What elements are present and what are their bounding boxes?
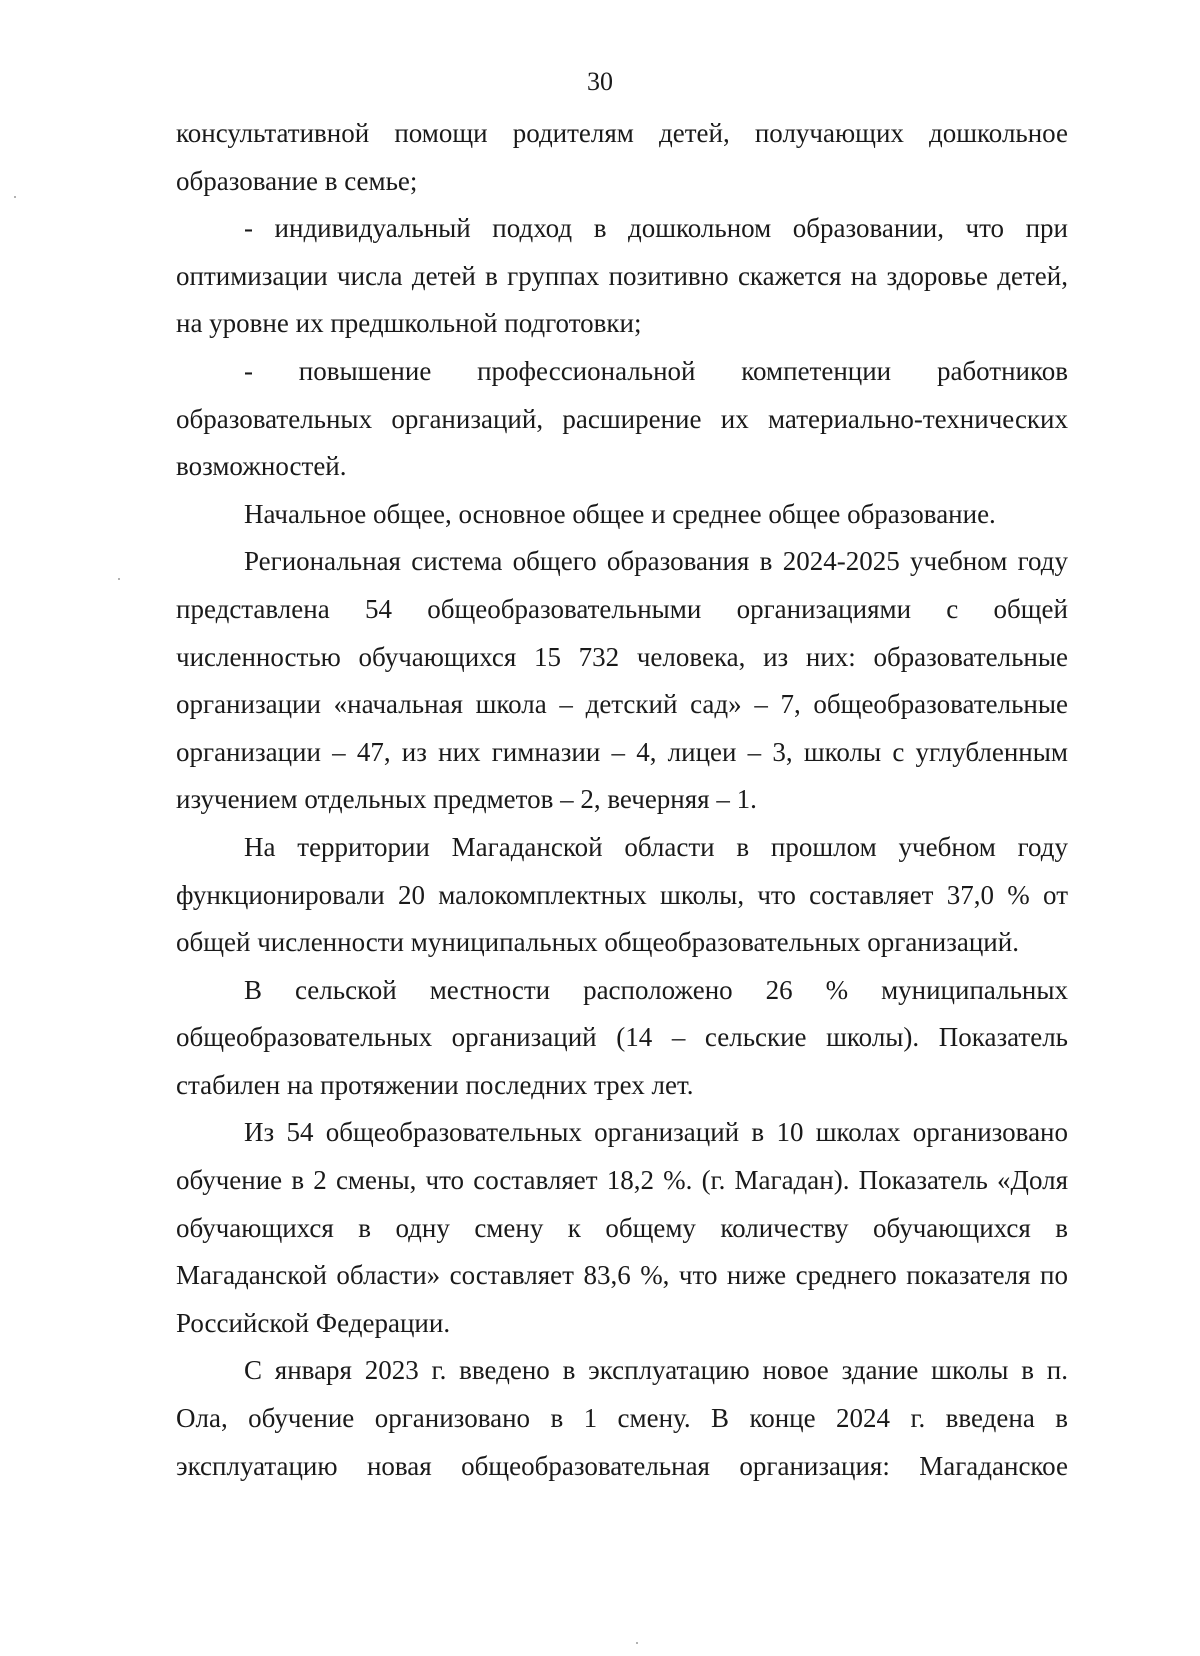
text-line: - повышение профессиональной компетенции работников	[244, 355, 1068, 386]
text-line: эксплуатацию новая общеобразовательная организация: Магаданское	[176, 1450, 1068, 1481]
text-line: обучающихся в одну смену к общему количеству обучающихся в	[176, 1212, 1068, 1243]
text-line: Региональная система общего образования в 2024-2025 учебном году	[244, 546, 1068, 577]
page-number: 30	[587, 67, 613, 96]
text-line: На территории Магаданской области в прошлом учебном году	[244, 831, 1068, 862]
body-text	[176, 110, 1068, 1490]
text-line: на уровне их предшкольной подготовки;	[176, 308, 642, 339]
text-line: функционировали 20 малокомплектных школы, что составляет 37,0 % от	[176, 879, 1068, 910]
scan-speck	[118, 578, 120, 580]
text-line: образовательных организаций, расширение их материально-технических	[176, 403, 1068, 434]
text-line: Из 54 общеобразовательных организаций в 10 школах организовано	[244, 1117, 1068, 1148]
text-line: представлена 54 общеобразовательными организациями с общей	[176, 593, 1068, 624]
text-line: С января 2023 г. введено в эксплуатацию новое здание школы в п.	[244, 1355, 1068, 1386]
text-line: консультативной помощи родителям детей, получающих дошкольное	[176, 118, 1068, 148]
text-line: возможностей.	[176, 451, 347, 482]
text-line: организации – 47, из них гимназии – 4, лицеи – 3, школы с углубленным	[176, 736, 1068, 767]
text-line: численностью обучающихся 15 732 человека, из них: образовательные	[176, 641, 1068, 672]
text-line: общей численности муниципальных общеобразовательных организаций.	[176, 927, 1019, 958]
text-line: Магаданской области» составляет 83,6 %, что ниже среднего показателя по	[176, 1260, 1068, 1291]
text-line: В сельской местности расположено 26 % муниципальных	[244, 974, 1068, 1005]
scan-speck	[636, 1642, 638, 1644]
text-line: обучение в 2 смены, что составляет 18,2 %. (г. Магадан). Показатель «Доля	[176, 1165, 1068, 1196]
text-line: образование в семье;	[176, 165, 418, 196]
text-line: Российской Федерации.	[176, 1307, 451, 1338]
text-line: изучением отдельных предметов – 2, вечерняя – 1.	[176, 784, 757, 815]
scan-speck	[14, 196, 16, 198]
text-line: стабилен на протяжении последних трех лет.	[176, 1069, 694, 1100]
text-line: оптимизации числа детей в группах позитивно скажется на здоровье детей,	[176, 260, 1068, 291]
text-line: Начальное общее, основное общее и среднее общее образование.	[244, 498, 996, 529]
text-line: организации «начальная школа – детский сад» – 7, общеобразовательные	[176, 689, 1068, 720]
text-line: Ола, обучение организовано в 1 смену. В конце 2024 г. введена в	[176, 1403, 1068, 1434]
text-line: - индивидуальный подход в дошкольном образовании, что при	[244, 213, 1068, 244]
text-line: общеобразовательных организаций (14 – сельские школы). Показатель	[176, 1022, 1068, 1053]
